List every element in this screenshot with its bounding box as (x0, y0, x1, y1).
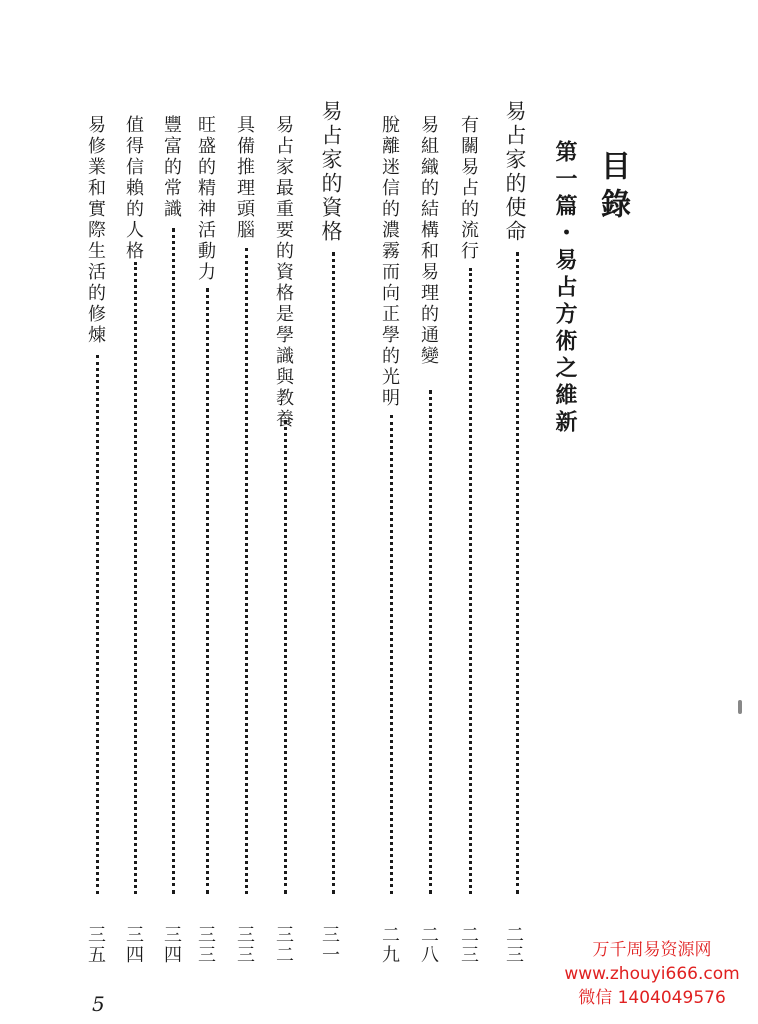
toc-entry-title[interactable]: 脫離迷信的濃霧而向正學的光明 (379, 115, 400, 409)
toc-entry-title[interactable]: 有關易占的流行 (458, 115, 479, 262)
scan-speck (738, 700, 742, 714)
toc-entry-page[interactable]: 三一 (319, 925, 340, 965)
toc-entry-title[interactable]: 易組織的結構和易理的通變 (418, 115, 439, 367)
dot-leader (96, 355, 99, 894)
toc-entry-page[interactable]: 三二 (273, 925, 294, 965)
dot-leader (332, 252, 335, 894)
toc-entry-page[interactable]: 三三 (195, 925, 216, 965)
toc-entry-page[interactable]: 二八 (418, 925, 439, 965)
dot-leader (469, 268, 472, 894)
dot-leader (284, 420, 287, 894)
toc-entry-title[interactable]: 值得信賴的人格 (123, 115, 144, 262)
part-title: 第一篇・易占方術之維新 (552, 140, 578, 437)
toc-entry-page[interactable]: 三五 (85, 925, 106, 965)
watermark-site-name: 万千周易资源网 (592, 940, 712, 960)
toc-entry-title[interactable]: 旺盛的精神活動力 (195, 115, 216, 283)
toc-entry-title[interactable]: 易占家最重要的資格是學識與教養 (273, 115, 294, 430)
watermark (552, 938, 752, 1010)
toc-entry-page[interactable]: 二三 (458, 925, 479, 965)
dot-leader (206, 288, 209, 894)
dot-leader (172, 228, 175, 894)
toc-entry-page[interactable]: 三四 (123, 925, 144, 965)
toc-entry-page[interactable]: 二九 (379, 925, 400, 965)
toc-entry-title[interactable]: 易占家的使命 (503, 100, 527, 244)
toc-entry-title[interactable]: 易修業和實際生活的修煉 (85, 115, 106, 346)
dot-leader (245, 248, 248, 894)
toc-entry-title[interactable]: 豐富的常識 (161, 115, 182, 220)
dot-leader (516, 252, 519, 894)
toc-entry-page[interactable]: 二三 (503, 925, 524, 965)
dot-leader (390, 415, 393, 894)
page-number: 5 (92, 992, 105, 1016)
toc-title: 目錄 (595, 150, 630, 226)
watermark-contact: 微信 1404049576 (578, 988, 726, 1008)
toc-entry-page[interactable]: 三三 (234, 925, 255, 965)
dot-leader (134, 262, 137, 894)
watermark-url: www.zhouyi666.com (564, 964, 740, 984)
toc-entry-page[interactable]: 三四 (161, 925, 182, 965)
dot-leader (429, 390, 432, 894)
toc-entry-title[interactable]: 具備推理頭腦 (234, 115, 255, 241)
toc-entry-title[interactable]: 易占家的資格 (319, 100, 343, 244)
